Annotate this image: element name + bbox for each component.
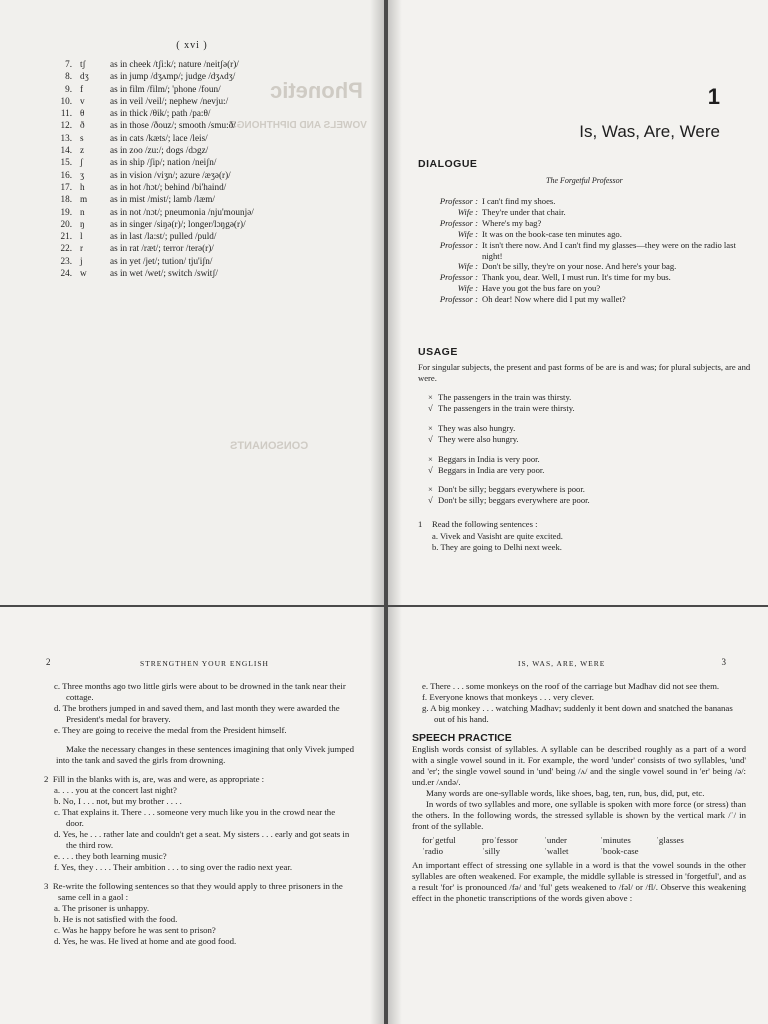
phonetic-row — [50, 267, 350, 279]
usage-examples-group — [428, 423, 728, 444]
speaker-label: Professor : — [439, 239, 478, 250]
example-sentence — [428, 465, 728, 476]
stress-word: ˈradio — [422, 846, 444, 856]
speaker-label: Wife : — [457, 261, 478, 272]
bleed-through-text: VOWELS AND DIPHTHONGS — [230, 120, 367, 131]
phonetic-symbol: ŋ — [80, 218, 85, 229]
dialogue-text: It was on the book-case ten minutes ago. — [482, 228, 622, 239]
example-text: as in yet /jet/; tution/ tju'iʃn/ — [110, 255, 213, 266]
running-head: STRENGTHEN YOUR ENGLISH — [140, 659, 269, 668]
example-sentence — [428, 403, 728, 414]
example-text: as in vision /viʒn/; azure /æʒə(r)/ — [110, 169, 231, 180]
row-number: 8. — [65, 71, 72, 82]
phonetic-row — [50, 193, 350, 205]
dialogue-subtitle: The Forgetful Professor — [546, 176, 623, 185]
page-2 — [0, 607, 384, 1024]
phonetic-row — [50, 107, 350, 119]
stress-word: ˈglasses — [656, 835, 684, 845]
phonetic-row — [50, 242, 350, 254]
dialogue-text: Have you got the bus fare on you? — [482, 283, 601, 294]
phonetic-symbol: n — [80, 206, 85, 217]
row-number: 21. — [60, 231, 72, 242]
row-number: 12. — [60, 120, 72, 131]
dialogue-text: I can't find my shoes. — [482, 196, 556, 206]
phonetic-row — [50, 70, 350, 82]
dialogue-text: Oh dear! Now where did I put my wallet? — [482, 294, 626, 305]
dialogue-text: Don't be silly, they're on your nose. And here's your bag. — [482, 261, 677, 272]
exercise-3-title — [44, 881, 354, 903]
correctness-mark: × — [428, 423, 433, 433]
exercise-items — [412, 681, 746, 725]
phonetic-symbol: dʒ — [80, 71, 89, 82]
page-3-body — [412, 681, 746, 904]
exercise-item: e. There . . . some monkeys on the roof of the carriage but Madhav did not see them. — [422, 681, 720, 691]
row-number: 24. — [60, 268, 72, 279]
phonetic-row — [50, 58, 350, 70]
row-number: 16. — [60, 169, 72, 180]
correctness-mark: × — [428, 454, 433, 464]
phonetic-row — [50, 156, 350, 168]
example-text: Beggars in India is very poor. — [438, 454, 540, 464]
phonetic-row — [50, 83, 350, 95]
page-chapter-1 — [388, 0, 768, 605]
example-text: as in jump /dʒʌmp/; judge /dʒʌdʒ/ — [110, 71, 236, 82]
example-sentence — [428, 454, 728, 465]
dialogue-line — [418, 196, 740, 207]
dialogue-line — [418, 207, 740, 218]
row-number: 15. — [60, 157, 72, 168]
exercise-item: g. A big monkey . . . watching Madhav; suddenly it bent down and snatched the bananas out of his hand. — [422, 703, 733, 724]
phonetic-row — [50, 255, 350, 267]
phonetic-symbol: r — [80, 243, 84, 254]
example-text: The passengers in the train were thirsty. — [438, 402, 575, 413]
correctness-mark: × — [428, 392, 433, 402]
phonetic-row — [50, 206, 350, 218]
exercise-item: a. The prisoner is unhappy. — [54, 903, 150, 913]
phonetic-symbol: θ — [80, 108, 85, 119]
row-number: 23. — [60, 255, 72, 266]
phonetic-row — [50, 169, 350, 181]
phonetic-row — [50, 181, 350, 193]
dialogue-line — [418, 240, 740, 262]
speaker-label: Professor : — [439, 294, 478, 305]
example-text: The passengers in the train was thirsty. — [438, 392, 572, 402]
phonetic-row — [50, 230, 350, 242]
phonetic-row — [50, 95, 350, 107]
paragraph: Many words are one-syllable words, like shoes, bag, ten, run, bus, did, put, etc. — [426, 788, 705, 798]
usage-examples-group — [428, 392, 728, 413]
example-text: as in those /ðouz/; smooth /smu:ð/ — [110, 120, 236, 131]
dialogue-line — [418, 283, 740, 294]
exercise-title: Re-write the following sentences so that they would apply to three prisoners in the same cell in a gaol : — [52, 881, 343, 902]
phonetic-symbol: v — [80, 95, 85, 106]
running-head: IS, WAS, ARE, WERE — [518, 659, 606, 668]
exercise-title: Read the following sentences : — [432, 519, 538, 529]
dialogue-line — [418, 294, 740, 305]
dialogue-heading: DIALOGUE — [418, 158, 478, 170]
speaker-label: Wife : — [457, 206, 478, 217]
row-number: 11. — [60, 108, 72, 119]
phonetic-symbol: tʃ — [80, 59, 86, 69]
page-label: ( xvi ) — [176, 40, 208, 51]
example-text: Beggars in India are very poor. — [438, 464, 545, 475]
exercise-number: 2 — [44, 774, 49, 784]
exercise-item: d. Yes, he was. He lived at home and ate good food. — [54, 936, 237, 946]
row-number: 9. — [65, 83, 72, 94]
usage-examples-group — [428, 484, 728, 505]
exercise-item: c. That explains it. There . . . someone very much like you in the crowd near the door. — [54, 807, 336, 828]
example-text: as in veil /veil/; nephew /nevju:/ — [110, 95, 229, 106]
stress-word: forˈgetful — [422, 835, 456, 845]
usage-examples-group — [428, 454, 728, 475]
exercise-item: b. They are going to Delhi next week. — [432, 542, 562, 552]
phonetic-symbol: l — [80, 231, 83, 242]
example-sentence — [428, 495, 728, 506]
example-text: They was also hungry. — [438, 423, 516, 433]
paragraph: In words of two syllables and more, one syllable is spoken with more force (or stress) than the others. In the following words, the stressed syllable is shown by the vertical mark /ˈ/ in front of the syllable. — [412, 799, 746, 831]
speaker-label: Professor : — [439, 196, 478, 206]
fold-shadow — [388, 0, 402, 605]
exercise-item: f. Everyone knows that monkeys . . . very clever. — [422, 692, 594, 702]
page-3 — [388, 607, 768, 1024]
exercise-item: c. Was he happy before he was sent to prison? — [54, 925, 216, 935]
list-item: c. Three months ago two little girls were about to be drowned in the tank near their cottage. — [54, 681, 346, 702]
example-sentence — [428, 434, 728, 445]
phonetic-symbol: z — [80, 145, 85, 156]
phonetic-row — [50, 144, 350, 156]
bleed-through-text: CONSONANTS — [230, 440, 309, 452]
row-number: 18. — [60, 194, 72, 205]
exercise-1 — [418, 519, 563, 554]
row-number: 10. — [60, 95, 72, 106]
example-text: They were also hungry. — [438, 433, 519, 444]
exercise-item: b. He is not satisfied with the food. — [54, 914, 178, 924]
example-text: as in hot /hɔt/; behind /bi'haind/ — [110, 181, 227, 192]
phonetic-symbol-list — [50, 58, 350, 279]
dialogue-line — [418, 229, 740, 240]
example-text: as in cats /kæts/; lace /leis/ — [110, 132, 208, 143]
paragraph: English words consist of syllables. A syllable can be described roughly as a part of a word with a single vowel sound in it. For example, the word 'under' consists of two syllables, 'und' and 'er'; the single vowel sound in 'und' being /ʌ/ and the single vowel sound in 'er' being /ə/: und.er /ʌndə/. — [412, 744, 746, 787]
bleed-through-text: Phonetic — [270, 78, 363, 103]
exercise-item: a. Vivek and Vasisht are quite excited. — [432, 530, 563, 541]
stress-word: ˈunder — [544, 835, 567, 845]
row-number: 7. — [65, 59, 72, 69]
row-number: 22. — [60, 243, 72, 254]
example-text: Don't be silly; beggars everywhere are poor. — [438, 494, 590, 505]
exercise-2-title — [44, 774, 354, 785]
phonetic-row — [50, 119, 350, 131]
example-text: as in thick /θik/; path /pa:θ/ — [110, 108, 211, 119]
row-number: 14. — [60, 145, 72, 156]
usage-heading: USAGE — [418, 346, 458, 358]
fold-shadow — [370, 0, 384, 605]
exercise-item: e. . . . they both learning music? — [54, 851, 167, 861]
dialogue-text: Where's my bag? — [482, 217, 542, 228]
page-xvi — [0, 0, 384, 605]
row-number: 19. — [60, 206, 72, 217]
phonetic-symbol: f — [80, 83, 84, 94]
page-2-body — [44, 681, 354, 947]
stress-word: ˈwallet — [544, 846, 569, 856]
phonetic-symbol: w — [80, 268, 87, 279]
example-text: as in film /film/; 'phone /foun/ — [110, 83, 221, 94]
correctness-mark: √ — [428, 433, 433, 444]
exercise-item: f. Yes, they . . . . Their ambition . . . to sing over the radio next year. — [54, 862, 293, 872]
speaker-label: Wife : — [457, 228, 478, 239]
phonetic-symbol: m — [80, 194, 88, 205]
stress-word: proˈfessor — [482, 835, 518, 845]
phonetic-symbol: ʃ — [80, 157, 84, 168]
speaker-label: Professor : — [439, 272, 478, 283]
example-sentence — [428, 484, 728, 495]
example-text: Don't be silly; beggars everywhere is poor. — [438, 484, 585, 494]
list-item: e. They are going to receive the medal from the President himself. — [54, 725, 287, 735]
exercise-title: Fill in the blanks with is, are, was and were, as appropriate : — [52, 774, 265, 784]
phonetic-symbol: s — [80, 132, 84, 143]
speaker-label: Professor : — [439, 217, 478, 228]
example-text: as in ship /ʃip/; nation /neiʃn/ — [110, 157, 217, 168]
exercise-item: b. No, I . . . not, but my brother . . . . — [54, 796, 182, 806]
row-number: 17. — [60, 181, 72, 192]
example-sentence — [428, 392, 728, 403]
instruction-text: Make the necessary changes in these sentences imagining that only Vivek jumped into the tank and saved the girls from drowning. — [56, 744, 354, 765]
fold-shadow — [388, 607, 402, 1024]
example-text: as in cheek /tʃi:k/; nature /neitʃə(r)/ — [110, 59, 239, 69]
exercise-3-items — [44, 903, 354, 947]
correctness-mark: √ — [428, 464, 433, 475]
dialogue-line — [418, 261, 740, 272]
dialogue-block — [418, 196, 740, 305]
exercise-2-items — [44, 785, 354, 873]
page-number: 3 — [721, 657, 726, 667]
phonetic-symbol: h — [80, 181, 85, 192]
row-number: 13. — [60, 132, 72, 143]
correctness-mark: √ — [428, 494, 433, 505]
exercise-number: 1 — [418, 519, 423, 529]
phonetic-symbol: ð — [80, 120, 85, 131]
chapter-title: Is, Was, Are, Were — [579, 122, 720, 141]
example-sentence — [428, 423, 728, 434]
exercise-item: a. . . . you at the concert last night? — [54, 785, 177, 795]
example-text: as in not /nɔt/; pneumonia /nju'mounjə/ — [110, 206, 254, 217]
dialogue-text: Thank you, dear. Well, I must run. It's time for my bus. — [482, 272, 671, 283]
paragraph: An important effect of stressing one syllable in a word is that the vowel sounds in the other syllables are often weakened. For example, the middle syllable is stressed in 'forgetful', and as a result 'for' is pronounced /fə/ and 'ful' gets weakened to /fəl/ or /fl/. Observe this weakening effect in the phonetic transcriptions of the words given above : — [412, 860, 746, 903]
fold-shadow — [370, 607, 384, 1024]
stress-word: ˈsilly — [482, 846, 501, 856]
example-text: as in last /la:st/; pulled /puld/ — [110, 231, 217, 242]
phonetic-row — [50, 132, 350, 144]
row-number: 20. — [60, 218, 72, 229]
dialogue-text: They're under that chair. — [482, 206, 566, 217]
example-text: as in singer /siŋə(r)/; longer/lɔŋgə(r)/ — [110, 218, 246, 229]
phonetic-symbol: j — [80, 255, 83, 266]
speech-practice-heading: SPEECH PRACTICE — [412, 732, 512, 744]
chapter-number: 1 — [707, 84, 720, 109]
stress-word-table — [412, 835, 746, 857]
exercise-number: 3 — [44, 881, 49, 891]
page-number: 2 — [46, 657, 51, 667]
correctness-mark: × — [428, 484, 433, 494]
list-item: d. The brothers jumped in and saved them, and last month they were awarded the President's medal for bravery. — [54, 703, 340, 724]
correctness-mark: √ — [428, 402, 433, 413]
phonetic-symbol: ʒ — [80, 169, 85, 180]
example-text: as in zoo /zu:/; dogs /dɔgz/ — [110, 145, 209, 156]
speaker-label: Wife : — [457, 283, 478, 294]
stress-word: ˈminutes — [600, 835, 631, 845]
phonetic-row — [50, 218, 350, 230]
stress-word: ˈbook-case — [600, 846, 639, 856]
example-text: as in rat /ræt/; terror /terə(r)/ — [110, 243, 214, 254]
dialogue-line — [418, 272, 740, 283]
exercise-item: d. Yes, he . . . rather late and couldn't get a seat. My sisters . . . early and got seats in the third row. — [54, 829, 350, 850]
usage-text: For singular subjects, the present and past forms of be are is and was; for plural subjects, are and were. — [418, 362, 751, 383]
dialogue-line — [418, 218, 740, 229]
example-text: as in mist /mist/; lamb /læm/ — [110, 194, 215, 205]
dialogue-text: It isn't there now. And I can't find my glasses—they were on the radio last night! — [482, 239, 736, 261]
example-text: as in wet /wet/; switch /switʃ/ — [110, 268, 218, 279]
